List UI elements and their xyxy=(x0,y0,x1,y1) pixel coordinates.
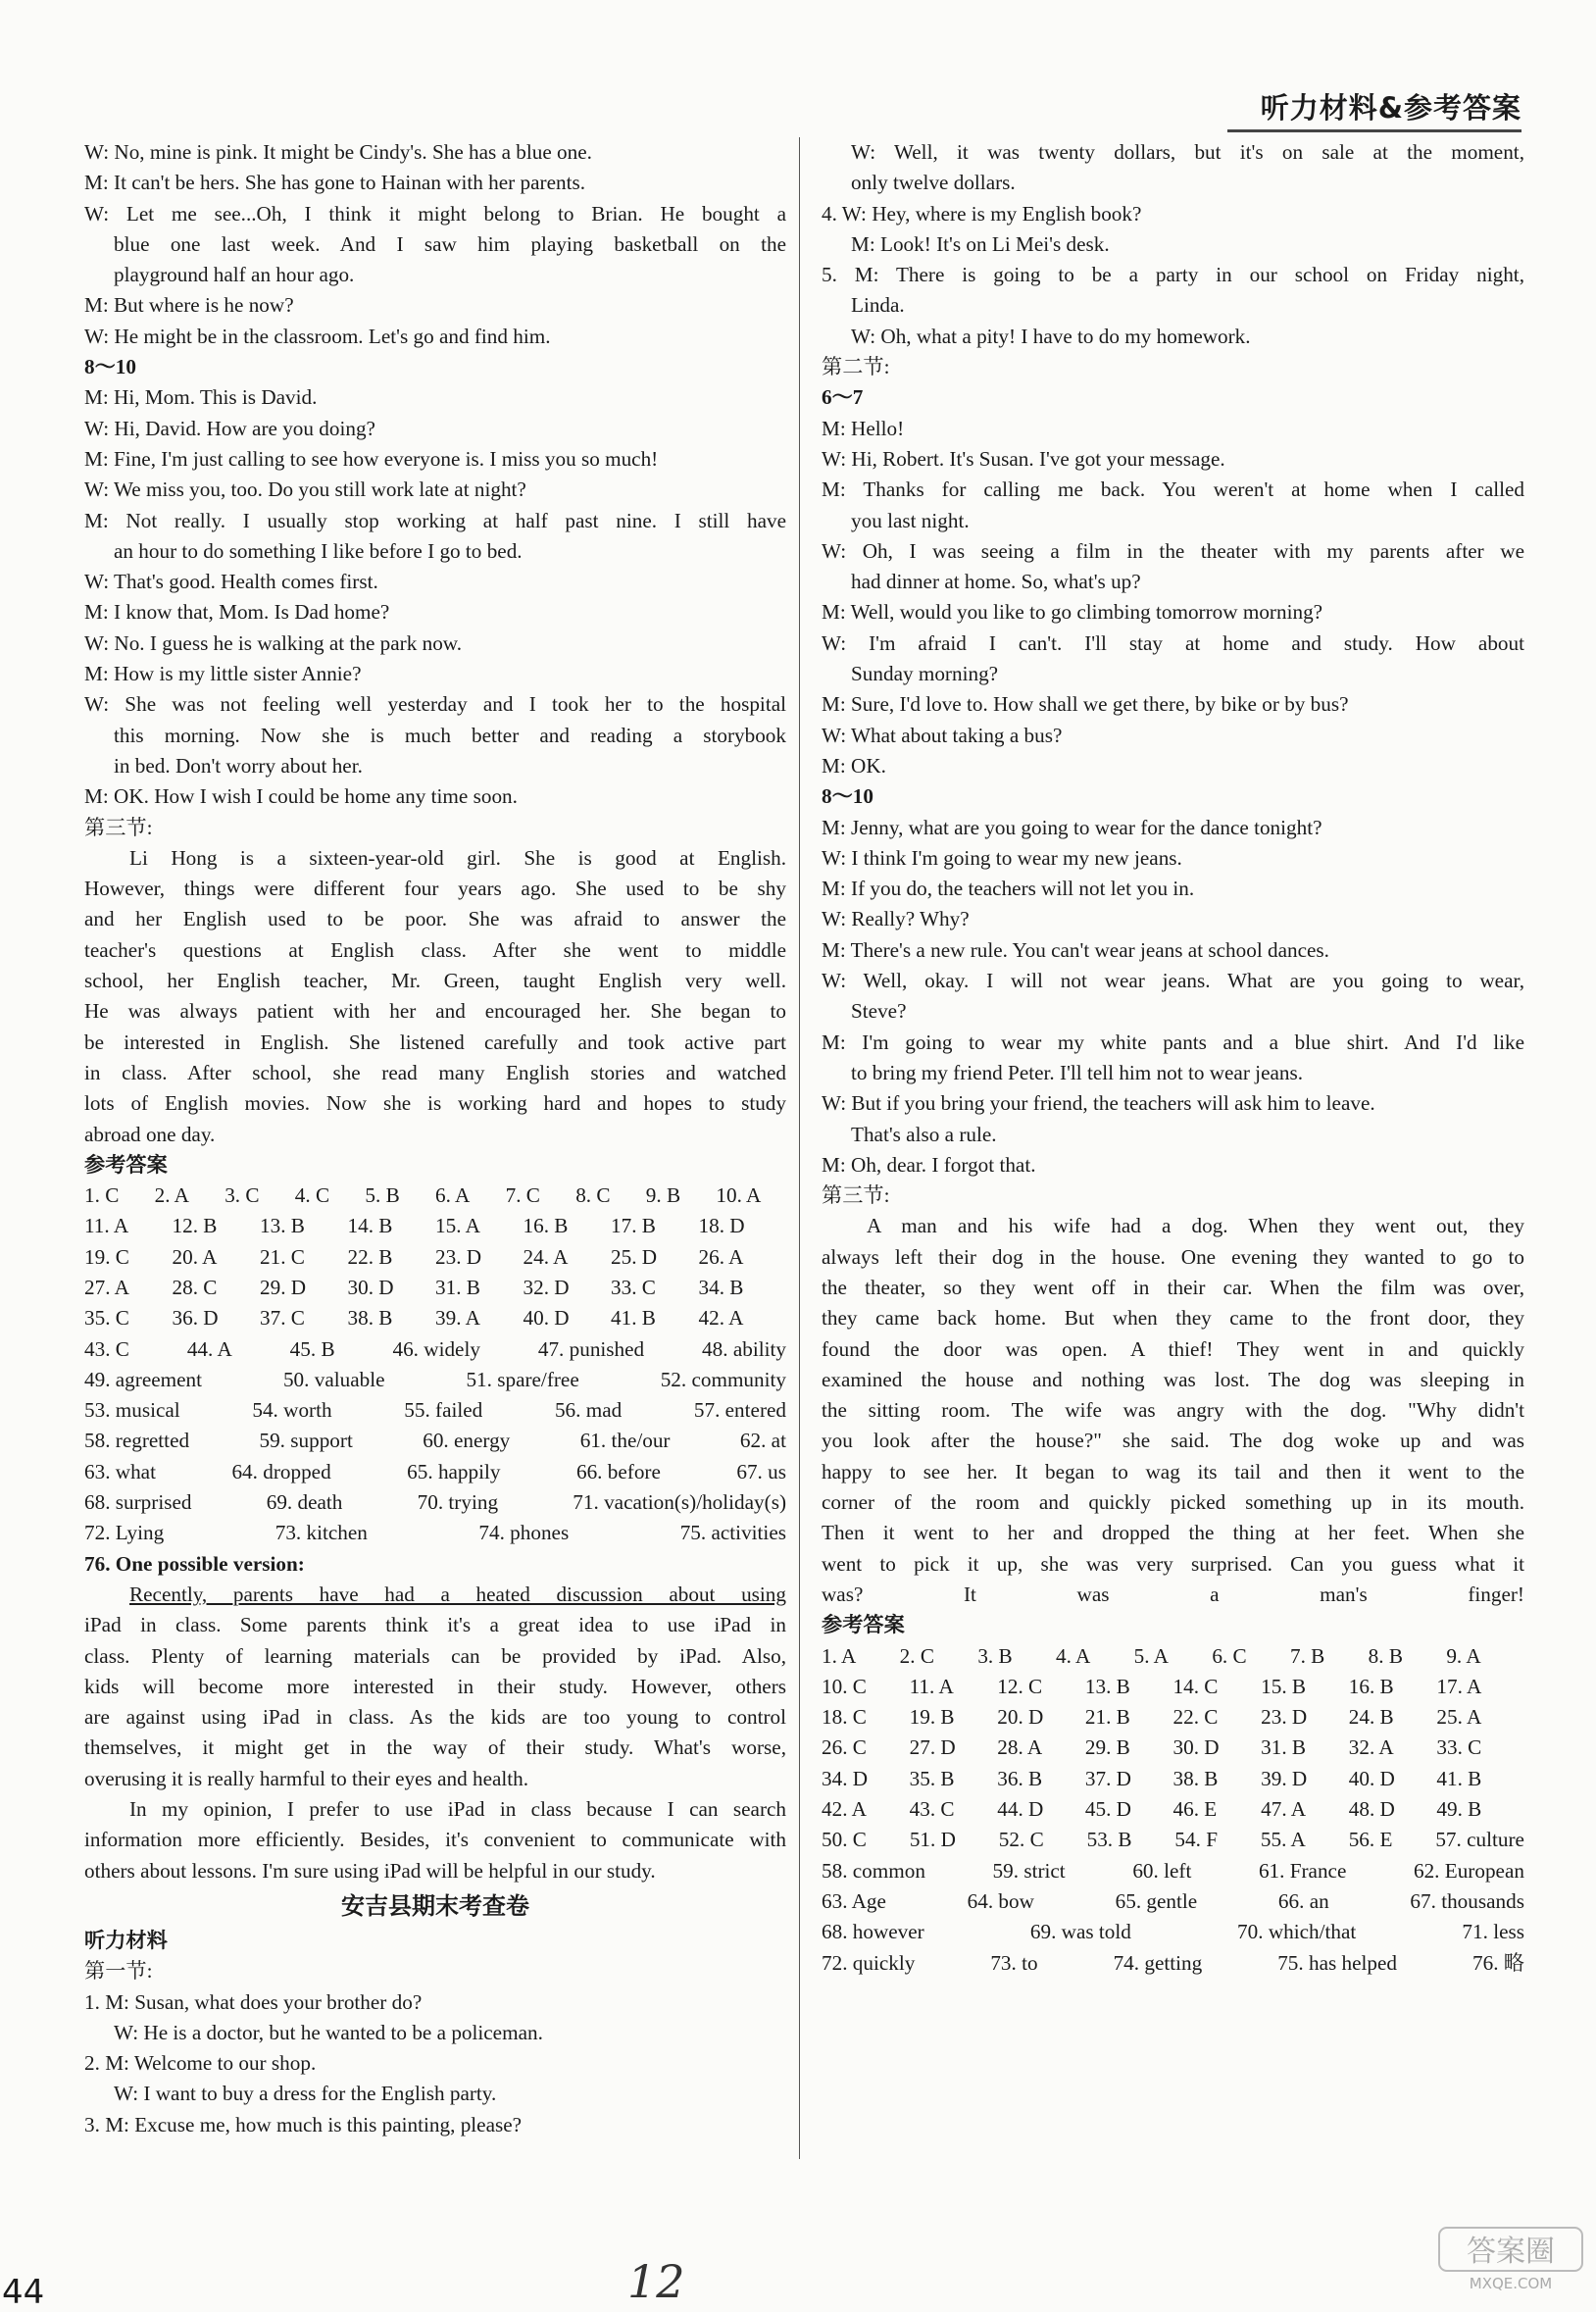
answer-item: 28. C xyxy=(172,1275,218,1299)
answer-item: 27. A xyxy=(84,1275,129,1299)
answer-row xyxy=(822,1672,1524,1702)
answer-row xyxy=(822,1917,1524,1947)
text-line: M: But where is he now? xyxy=(84,293,294,318)
answer-item: 57. entered xyxy=(693,1398,786,1423)
answer-item: 48. D xyxy=(1348,1797,1395,1822)
text-line: teacher's questions at English class. After she went to middle xyxy=(84,937,786,962)
text-line: He was always patient with her and encouraged her. She began to xyxy=(84,999,786,1024)
section-heading: 第一节: xyxy=(84,1959,153,1984)
answer-item: 51. spare/free xyxy=(466,1367,579,1391)
answer-item: 45. B xyxy=(289,1336,335,1361)
answer-item: 8. B xyxy=(1368,1643,1403,1668)
answer-item: 71. vacation(s)/holiday(s) xyxy=(573,1490,786,1515)
section-heading: 参考答案 xyxy=(84,1152,168,1177)
answer-row xyxy=(84,1303,786,1333)
answer-item: 1. C xyxy=(84,1183,120,1208)
answer-item: 38. B xyxy=(1172,1766,1219,1790)
watermark-url: MXQE.COM xyxy=(1469,2275,1553,2292)
text-line: W: No, mine is pink. It might be Cindy's. She has a blue one. xyxy=(84,140,592,164)
page-header: 听力材料&参考答案 xyxy=(1260,91,1521,125)
answer-item: 40. D xyxy=(523,1306,570,1331)
text-line: M: Fine, I'm just calling to see how everyone is. I miss you so much! xyxy=(84,446,659,471)
answer-item: 17. A xyxy=(1436,1674,1482,1698)
answer-item: 43. C xyxy=(909,1797,955,1822)
text-line: to bring my friend Peter. I'll tell him not to wear jeans. xyxy=(851,1060,1304,1084)
answer-item: 11. A xyxy=(909,1674,954,1698)
answer-row xyxy=(822,1948,1524,1979)
header-rule xyxy=(1227,129,1521,132)
answer-item: 31. B xyxy=(435,1275,480,1299)
section-heading: 第二节: xyxy=(822,355,890,379)
text-line: Li Hong is a sixteen-year-old girl. She is good at English. xyxy=(129,845,786,870)
text-line: Sunday morning? xyxy=(851,662,999,686)
answer-item: 57. culture xyxy=(1435,1828,1524,1852)
answer-item: 31. B xyxy=(1261,1735,1307,1760)
text-line: playground half an hour ago. xyxy=(114,263,355,287)
text-line: went to pick it up, she was very surprised. Can you guess what it xyxy=(822,1551,1524,1576)
answer-item: 20. D xyxy=(997,1705,1044,1730)
essay-line: overusing it is really harmful to their eyes and health. xyxy=(84,1766,529,1790)
answer-item: 70. trying xyxy=(417,1490,499,1515)
answer-item: 76. 略 xyxy=(1472,1950,1524,1975)
text-line: W: He might be in the classroom. Let's go and find him. xyxy=(84,324,551,348)
answer-item: 49. agreement xyxy=(84,1367,203,1391)
text-line: Then it went to her and dropped the thing at her feet. When she xyxy=(822,1521,1524,1545)
text-line: 4. W: Hey, where is my English book? xyxy=(822,201,1142,226)
answer-item: 64. bow xyxy=(967,1888,1034,1913)
answer-item: 66. an xyxy=(1277,1888,1329,1913)
text-line: they came back home. But when they came to the front door, they xyxy=(822,1306,1524,1331)
answer-row xyxy=(822,1733,1524,1763)
text-line: W: Really? Why? xyxy=(822,907,970,931)
answer-item: 68. surprised xyxy=(84,1490,192,1515)
answer-item: 47. punished xyxy=(537,1336,645,1361)
essay-line: information more efficiently. Besides, it's convenient to communicate with xyxy=(84,1828,786,1852)
answer-item: 73. kitchen xyxy=(274,1521,368,1545)
answer-item: 19. C xyxy=(84,1244,129,1269)
answer-item: 11. A xyxy=(84,1214,129,1238)
answer-row xyxy=(84,1457,786,1487)
answer-item: 45. D xyxy=(1084,1797,1131,1822)
answer-item: 6. A xyxy=(434,1183,471,1208)
watermark-logo xyxy=(1437,2224,1584,2292)
answer-item: 19. B xyxy=(909,1705,955,1730)
answer-item: 62. European xyxy=(1413,1858,1524,1883)
answer-item: 14. B xyxy=(347,1214,393,1238)
watermark-text: 答案圈 xyxy=(1467,2235,1555,2269)
text-line: However, things were different four years ago. She used to be shy xyxy=(84,877,786,901)
text-line: abroad one day. xyxy=(84,1122,216,1146)
answer-item: 8. C xyxy=(575,1183,611,1208)
answer-item: 22. C xyxy=(1172,1705,1219,1730)
right-column xyxy=(822,137,1524,1979)
answer-item: 10. A xyxy=(716,1183,762,1208)
answer-item: 32. A xyxy=(1348,1735,1394,1760)
text-line: W: No. I guess he is walking at the park now. xyxy=(84,630,463,655)
answer-item: 63. Age xyxy=(822,1888,886,1913)
answer-item: 48. ability xyxy=(702,1336,786,1361)
answer-item: 40. D xyxy=(1348,1766,1395,1790)
answer-row xyxy=(822,1764,1524,1794)
left-column xyxy=(84,137,786,2140)
answer-item: 21. C xyxy=(260,1244,305,1269)
answer-item: 20. A xyxy=(172,1244,218,1269)
answer-item: 33. C xyxy=(611,1275,656,1299)
text-line: in bed. Don't worry about her. xyxy=(114,753,363,778)
text-line: had dinner at home. So, what's up? xyxy=(851,570,1141,594)
answer-item: 58. common xyxy=(822,1858,925,1883)
answer-item: 26. C xyxy=(822,1735,867,1760)
answer-row xyxy=(822,1825,1524,1855)
essay-line: others about lessons. I'm sure using iPad will be helpful in our study. xyxy=(84,1858,656,1883)
answer-item: 13. B xyxy=(260,1214,305,1238)
answer-item: 21. B xyxy=(1084,1705,1130,1730)
answer-item: 55. A xyxy=(1260,1828,1306,1852)
answer-item: 2. A xyxy=(154,1183,189,1208)
text-line: M: Well, would you like to go climbing tomorrow morning? xyxy=(822,600,1323,625)
answer-item: 55. failed xyxy=(404,1398,483,1423)
answer-item: 32. D xyxy=(523,1275,570,1299)
answer-item: 30. D xyxy=(347,1275,394,1299)
answer-item: 23. D xyxy=(435,1244,482,1269)
answer-item: 4. C xyxy=(294,1183,330,1208)
text-line: the sitting room. The wife was angry with the dog. "Why didn't xyxy=(822,1398,1524,1423)
section-heading: 第三节: xyxy=(822,1183,890,1208)
answer-item: 75. has helped xyxy=(1277,1950,1398,1975)
text-line: M: Sure, I'd love to. How shall we get there, by bike or by bus? xyxy=(822,692,1349,717)
answer-row xyxy=(84,1242,786,1273)
answer-item: 46. E xyxy=(1172,1797,1218,1822)
answer-item: 59. strict xyxy=(992,1858,1066,1883)
answer-item: 22. B xyxy=(347,1244,393,1269)
answer-item: 5. B xyxy=(365,1183,400,1208)
answer-row xyxy=(84,1334,786,1365)
page-number: 44 xyxy=(2,2273,45,2312)
section-heading: 参考答案 xyxy=(822,1613,905,1637)
answer-item: 3. C xyxy=(224,1183,260,1208)
text-line: M: OK. How I wish I could be home any time soon. xyxy=(84,784,518,809)
text-line: M: Thanks for calling me back. You weren't at home when I called xyxy=(822,477,1524,502)
answer-row xyxy=(84,1395,786,1426)
text-line: W: Well, okay. I will not wear jeans. What are you going to wear, xyxy=(822,969,1524,993)
answer-item: 71. less xyxy=(1462,1920,1524,1944)
answer-item: 54. F xyxy=(1174,1828,1218,1852)
answer-item: 25. A xyxy=(1436,1705,1482,1730)
answer-item: 9. B xyxy=(645,1183,681,1208)
answer-item: 52. community xyxy=(660,1367,786,1391)
text-line: M: Jenny, what are you going to wear for the dance tonight? xyxy=(822,815,1322,839)
answer-item: 33. C xyxy=(1436,1735,1482,1760)
text-line: W: Oh, what a pity! I have to do my homework. xyxy=(851,324,1251,348)
text-line: always left their dog in the house. One evening they wanted to go to xyxy=(822,1244,1524,1269)
text-line: you last night. xyxy=(851,508,970,532)
answer-item: 23. D xyxy=(1261,1705,1308,1730)
answer-item: 34. B xyxy=(698,1275,744,1299)
text-line: W: But if you bring your friend, the teachers will ask him to leave. xyxy=(822,1091,1375,1116)
answer-item: 65. happily xyxy=(407,1459,501,1483)
answer-item: 36. D xyxy=(172,1306,219,1331)
answer-item: 69. was told xyxy=(1029,1920,1131,1944)
text-line: 1. M: Susan, what does your brother do? xyxy=(84,1989,423,2014)
answer-item: 14. C xyxy=(1172,1674,1219,1698)
column-divider xyxy=(799,137,800,2159)
text-line: M: Oh, dear. I forgot that. xyxy=(822,1152,1036,1177)
answer-item: 72. Lying xyxy=(84,1521,165,1545)
answer-item: 39. A xyxy=(435,1306,480,1331)
text-line: W: Oh, I was seeing a film in the theater with my parents after we xyxy=(822,538,1524,563)
essay-line: In my opinion, I prefer to use iPad in class because I can search xyxy=(129,1797,786,1822)
text-line: M: It can't be hers. She has gone to Hainan with her parents. xyxy=(84,171,586,195)
answer-row xyxy=(822,1641,1524,1672)
answer-item: 56. mad xyxy=(554,1398,623,1423)
answer-item: 36. B xyxy=(997,1766,1043,1790)
answer-item: 18. C xyxy=(822,1705,867,1730)
text-line: school, her English teacher, Mr. Green, taught English very well. xyxy=(84,969,786,993)
answer-item: 4. A xyxy=(1055,1643,1091,1668)
text-line: and her English used to be poor. She was afraid to answer the xyxy=(84,907,786,931)
answer-row xyxy=(84,1487,786,1518)
answer-item: 53. B xyxy=(1086,1828,1132,1852)
answer-item: 5. A xyxy=(1133,1643,1169,1668)
answer-item: 29. B xyxy=(1084,1735,1130,1760)
answer-item: 60. left xyxy=(1132,1858,1192,1883)
answer-item: 65. gentle xyxy=(1115,1888,1198,1913)
text-line: M: Hello! xyxy=(822,416,905,440)
text-line: be interested in English. She listened carefully and took active part xyxy=(84,1030,786,1054)
answer-item: 42. A xyxy=(698,1306,744,1331)
answer-item: 15. B xyxy=(1261,1674,1307,1698)
answer-item: 61. France xyxy=(1258,1858,1347,1883)
answer-item: 17. B xyxy=(611,1214,656,1238)
text-line: M: Look! It's on Li Mei's desk. xyxy=(851,231,1110,256)
text-line: examined the house and nothing was lost. The dog was sleeping in xyxy=(822,1367,1524,1391)
essay-label: 76. One possible version: xyxy=(84,1551,305,1576)
answer-item: 62. at xyxy=(739,1429,786,1453)
answer-item: 35. C xyxy=(84,1306,129,1331)
answer-item: 43. C xyxy=(84,1336,129,1361)
text-line: W: What about taking a bus? xyxy=(822,723,1063,747)
answer-item: 7. C xyxy=(505,1183,540,1208)
answer-item: 6. C xyxy=(1212,1643,1247,1668)
answer-item: 15. A xyxy=(435,1214,480,1238)
text-line: M: I'm going to wear my white pants and a blue shirt. And I'd like xyxy=(822,1030,1524,1054)
answer-item: 37. C xyxy=(260,1306,305,1331)
answer-item: 47. A xyxy=(1261,1797,1307,1822)
text-line: you look after the house?" she said. The dog woke up and was xyxy=(822,1429,1524,1453)
text-line: found the door was open. A thief! They went in and quickly xyxy=(822,1336,1524,1361)
text-line: only twelve dollars. xyxy=(851,171,1016,195)
text-line: M: I know that, Mom. Is Dad home? xyxy=(84,600,390,625)
answer-item: 30. D xyxy=(1172,1735,1220,1760)
answer-item: 52. C xyxy=(998,1828,1044,1852)
answer-item: 44. D xyxy=(997,1797,1044,1822)
answer-item: 18. D xyxy=(698,1214,745,1238)
answer-item: 2. C xyxy=(899,1643,934,1668)
answer-item: 74. phones xyxy=(478,1521,570,1545)
answer-row xyxy=(822,1856,1524,1886)
text-line: W: He is a doctor, but he wanted to be a policeman. xyxy=(114,2020,543,2044)
text-line: W: I think I'm going to wear my new jeans. xyxy=(822,845,1182,870)
answer-item: 67. us xyxy=(736,1459,786,1483)
answer-item: 24. B xyxy=(1348,1705,1394,1730)
essay-line: class. Plenty of learning materials can be provided by iPad. Also, xyxy=(84,1643,786,1668)
essay-line: Recently, parents have had a heated discussion about using xyxy=(129,1582,786,1606)
text-line: Linda. xyxy=(851,293,905,318)
answer-item: 9. A xyxy=(1446,1643,1481,1668)
answer-item: 10. C xyxy=(822,1674,867,1698)
essay-line: are against using iPad in class. As the kids are too young to control xyxy=(84,1705,786,1730)
text-line: W: I'm afraid I can't. I'll stay at home and study. How about xyxy=(822,630,1524,655)
text-line: W: Hi, David. How are you doing? xyxy=(84,416,375,440)
essay-line: iPad in class. Some parents think it's a great idea to use iPad in xyxy=(84,1613,786,1637)
section-title: 安吉县期末考查卷 xyxy=(341,1891,529,1920)
answer-item: 41. B xyxy=(1436,1766,1482,1790)
answer-item: 60. energy xyxy=(423,1429,511,1453)
section-heading: 听力材料 xyxy=(84,1928,168,1952)
answer-item: 50. valuable xyxy=(282,1367,385,1391)
answer-item: 27. D xyxy=(909,1735,956,1760)
answer-item: 51. D xyxy=(909,1828,956,1852)
answer-item: 50. C xyxy=(822,1828,867,1852)
text-line: the theater, so they went off in their car. When the film was over, xyxy=(822,1275,1524,1299)
text-line: blue one last week. And I saw him playing basketball on the xyxy=(114,231,786,256)
text-line: W: She was not feeling well yesterday and I took her to the hospital xyxy=(84,692,786,717)
answer-item: 69. death xyxy=(266,1490,343,1515)
answer-item: 42. A xyxy=(822,1797,867,1822)
essay-line: kids will become more interested in their study. However, others xyxy=(84,1674,786,1698)
section-heading: 8～10 xyxy=(84,355,136,379)
answer-item: 39. D xyxy=(1261,1766,1308,1790)
section-heading: 6～7 xyxy=(822,385,864,410)
answer-item: 46. widely xyxy=(392,1336,480,1361)
text-line: this morning. Now she is much better and reading a storybook xyxy=(114,723,786,747)
text-line: 2. M: Welcome to our shop. xyxy=(84,2051,317,2076)
answer-row xyxy=(84,1426,786,1456)
answer-item: 44. A xyxy=(186,1336,232,1361)
answer-item: 3. B xyxy=(977,1643,1013,1668)
text-line: was? It was a man's finger! xyxy=(822,1582,1524,1606)
answer-item: 13. B xyxy=(1084,1674,1130,1698)
text-line: W: We miss you, too. Do you still work late at night? xyxy=(84,477,526,502)
answer-item: 54. worth xyxy=(252,1398,332,1423)
answer-item: 25. D xyxy=(611,1244,658,1269)
answer-row xyxy=(822,1886,1524,1917)
answer-item: 59. support xyxy=(259,1429,353,1453)
answer-item: 29. D xyxy=(260,1275,307,1299)
text-line: W: That's good. Health comes first. xyxy=(84,570,378,594)
answer-item: 16. B xyxy=(523,1214,569,1238)
answer-item: 38. B xyxy=(347,1306,393,1331)
answer-row xyxy=(84,1365,786,1395)
answer-item: 12. C xyxy=(997,1674,1043,1698)
text-line: W: Hi, Robert. It's Susan. I've got your message. xyxy=(822,446,1225,471)
answer-item: 66. before xyxy=(575,1459,661,1483)
text-line: happy to see her. It began to wag its tail and then it went to the xyxy=(822,1459,1524,1483)
text-line: A man and his wife had a dog. When they went out, they xyxy=(867,1214,1524,1238)
answer-item: 7. B xyxy=(1289,1643,1325,1668)
answer-item: 16. B xyxy=(1348,1674,1394,1698)
answer-row xyxy=(84,1518,786,1548)
text-line: lots of English movies. Now she is working hard and hopes to study xyxy=(84,1091,786,1116)
text-line: M: How is my little sister Annie? xyxy=(84,662,362,686)
answer-item: 26. A xyxy=(698,1244,744,1269)
answer-item: 68. however xyxy=(822,1920,924,1944)
section-heading: 8～10 xyxy=(822,784,873,809)
answer-item: 49. B xyxy=(1436,1797,1482,1822)
answer-item: 28. A xyxy=(997,1735,1043,1760)
text-line: W: I want to buy a dress for the English party. xyxy=(114,2082,497,2106)
answer-item: 63. what xyxy=(84,1459,156,1483)
text-line: M: If you do, the teachers will not let you in. xyxy=(822,877,1195,901)
text-line: M: Hi, Mom. This is David. xyxy=(84,385,318,410)
answer-item: 41. B xyxy=(611,1306,656,1331)
answer-item: 70. which/that xyxy=(1237,1920,1357,1944)
answer-item: 75. activities xyxy=(679,1521,786,1545)
answer-item: 64. dropped xyxy=(231,1459,331,1483)
answer-row xyxy=(822,1794,1524,1825)
answer-item: 58. regretted xyxy=(84,1429,190,1453)
answer-item: 53. musical xyxy=(84,1398,180,1423)
text-line: M: There's a new rule. You can't wear jeans at school dances. xyxy=(822,937,1329,962)
text-line: M: OK. xyxy=(822,753,886,778)
answer-row xyxy=(822,1702,1524,1733)
text-line: W: Well, it was twenty dollars, but it's on sale at the moment, xyxy=(851,140,1524,164)
answer-row xyxy=(84,1211,786,1241)
answer-item: 61. the/our xyxy=(579,1429,671,1453)
answer-item: 74. getting xyxy=(1113,1950,1203,1975)
text-line: 3. M: Excuse me, how much is this painting, please? xyxy=(84,2112,523,2136)
answer-row xyxy=(84,1181,786,1211)
answer-item: 73. to xyxy=(990,1950,1038,1975)
answer-item: 56. E xyxy=(1348,1828,1393,1852)
answer-item: 37. D xyxy=(1084,1766,1131,1790)
text-line: in class. After school, she read many English stories and watched xyxy=(84,1060,786,1084)
section-heading: 第三节: xyxy=(84,815,153,839)
text-line: 5. M: There is going to be a party in our school on Friday night, xyxy=(822,263,1524,287)
text-line: Steve? xyxy=(851,999,907,1024)
handwritten-mark: 12 xyxy=(627,2255,685,2308)
answer-item: 67. thousands xyxy=(1410,1888,1524,1913)
text-line: an hour to do something I like before I go to bed. xyxy=(114,538,523,563)
answer-item: 12. B xyxy=(172,1214,218,1238)
text-line: M: Not really. I usually stop working at half past nine. I still have xyxy=(84,508,786,532)
text-line: corner of the room and quickly picked something up in its mouth. xyxy=(822,1490,1524,1515)
text-line: W: Let me see...Oh, I think it might belong to Brian. He bought a xyxy=(84,201,786,226)
answer-item: 24. A xyxy=(523,1244,569,1269)
essay-line: themselves, it might get in the way of their study. What's worse, xyxy=(84,1735,786,1760)
answer-item: 34. D xyxy=(822,1766,869,1790)
answer-item: 35. B xyxy=(909,1766,955,1790)
answer-row xyxy=(84,1273,786,1303)
text-line: That's also a rule. xyxy=(851,1122,997,1146)
answer-item: 1. A xyxy=(822,1643,857,1668)
answer-item: 72. quickly xyxy=(822,1950,916,1975)
